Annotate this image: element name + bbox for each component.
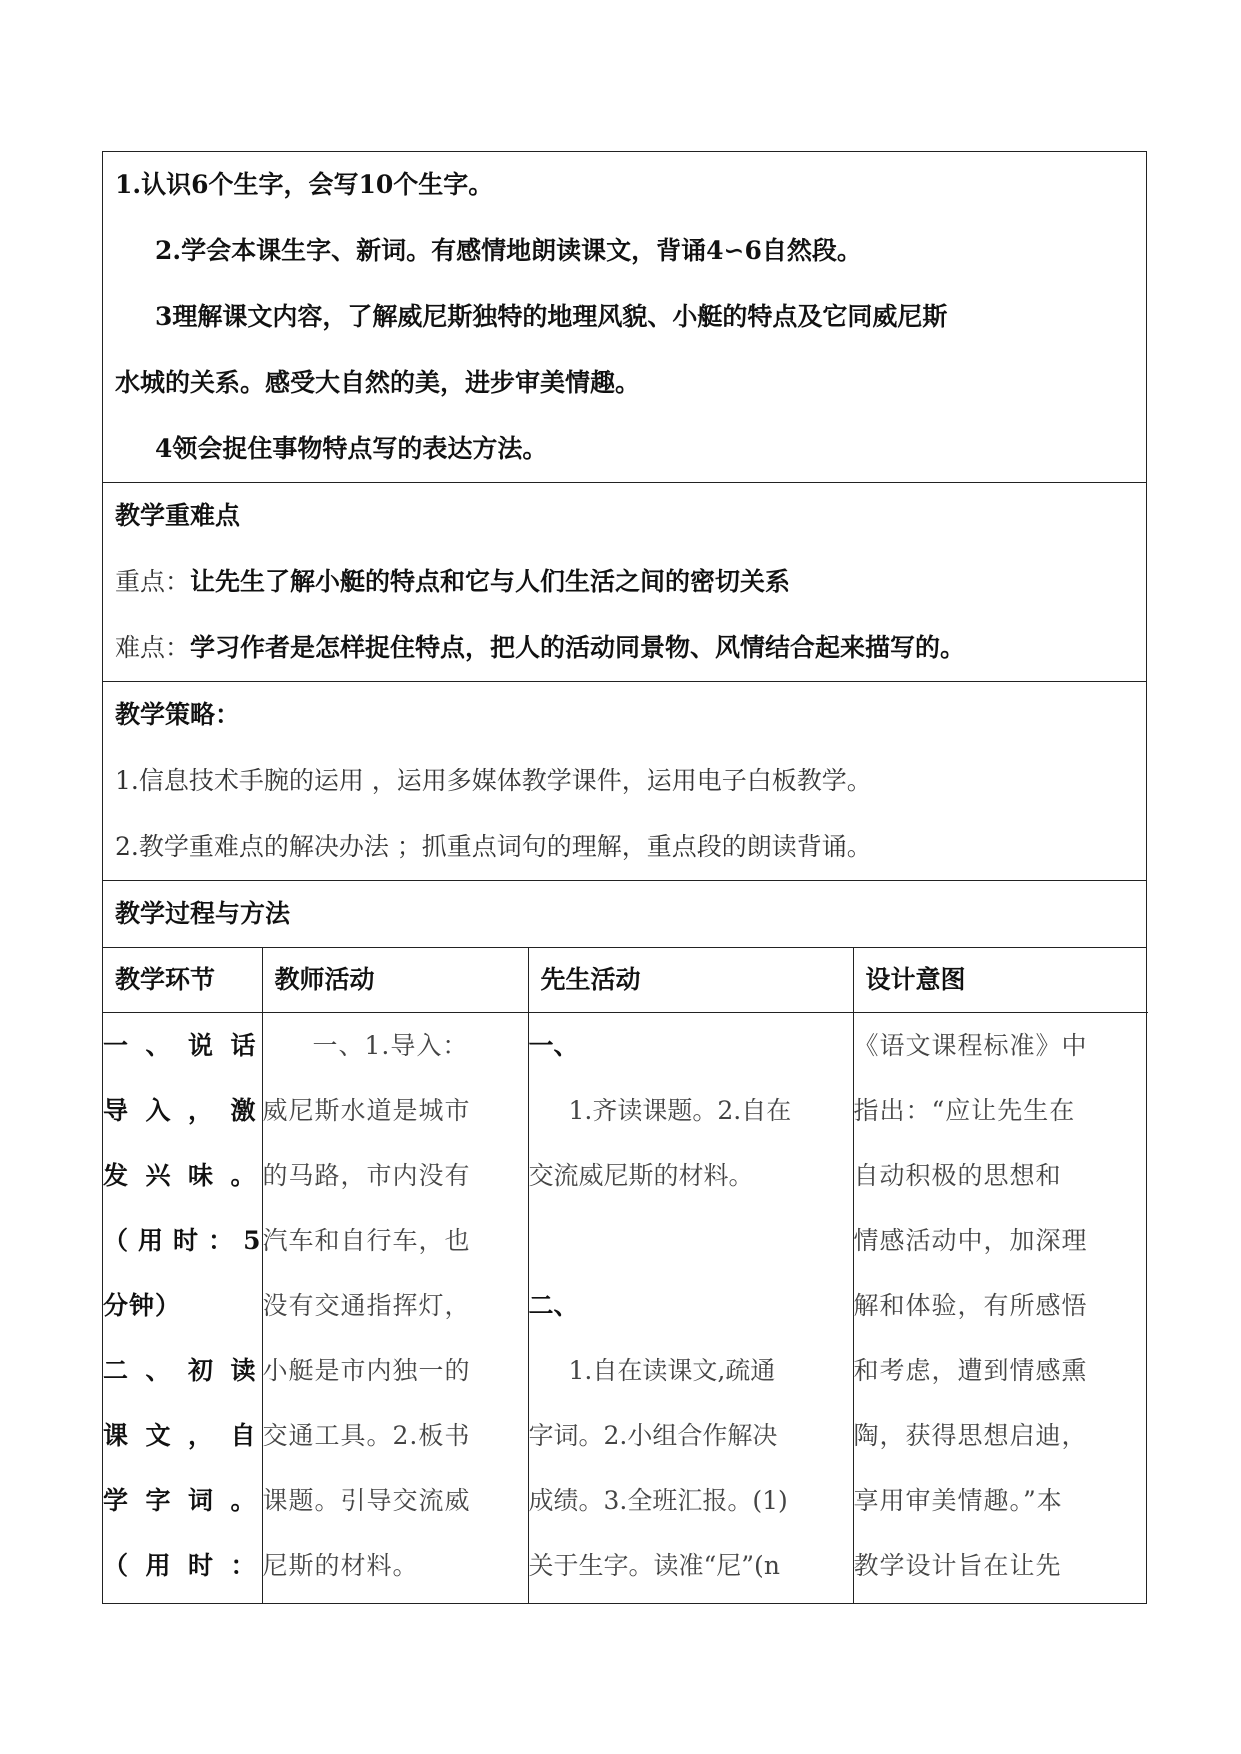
objective-3: 3理解课文内容，了解威尼斯独特的地理风貌、小艇的特点及它同威尼斯: [155, 302, 948, 331]
lesson-plan-table: [102, 151, 1147, 1604]
header-stage: 教学环节: [103, 948, 262, 1013]
stage-line: （用时：5: [103, 1226, 262, 1255]
stage-cell: [103, 1013, 262, 1603]
stage-line: 导入，激: [103, 1096, 262, 1125]
teacher-line: 没有交通指挥灯，: [262, 1291, 471, 1320]
intent-line: 陶，获得思想启迪，: [853, 1421, 1088, 1450]
key-point-line: [103, 549, 1146, 615]
key-point-label: 重点：: [115, 567, 191, 596]
student-section-2-label: 二、: [528, 1291, 579, 1320]
strategy-item-2: 2.教学重难点的解决办法 ；抓重点词句的理解，重点段的朗读背诵。: [115, 832, 872, 861]
teacher-line: 威尼斯水道是城市: [262, 1096, 471, 1125]
header-intent: 设计意图: [853, 948, 1148, 1013]
key-point-text: 让先生了解小艇的特点和它与人们生活之间的密切关系: [190, 567, 791, 596]
design-intent-cell: [853, 1013, 1148, 1603]
stage-line: 分钟）: [103, 1291, 182, 1320]
intent-line: 教学设计旨在让先: [853, 1551, 1062, 1580]
strategy-title: 教学策略：: [115, 700, 241, 729]
header-teacher: 教师活动: [262, 948, 528, 1013]
stage-line: 学字词。: [103, 1486, 262, 1515]
teacher-line: 尼斯的材料。: [262, 1551, 419, 1580]
difficult-point-text: 学习作者是怎样捉住特点，把人的活动同景物、风情结合起来描写的。: [190, 633, 966, 662]
stage-line: 发兴味。: [103, 1161, 262, 1190]
student-line: 成绩。3.全班汇报。(1): [528, 1486, 788, 1515]
stage-line: （用时：: [103, 1551, 262, 1580]
teacher-line: 课题。引导交流威: [262, 1486, 471, 1515]
intent-line: 解和体验，有所感悟: [853, 1291, 1088, 1320]
intent-line: 享用审美情趣。”本: [853, 1486, 1063, 1515]
process-title: 教学过程与方法: [115, 899, 291, 928]
intent-line: 情感活动中，加深理: [853, 1226, 1088, 1255]
stage-line: 一、说话: [103, 1031, 262, 1060]
key-points-cell: [103, 483, 1147, 682]
difficult-point-line: [103, 615, 1146, 681]
process-table: [103, 948, 1148, 1603]
intent-line: 《语文课程标准》中: [853, 1031, 1088, 1060]
student-line: 1.自在读课文,疏通: [568, 1356, 776, 1385]
student-section-1-label: 一、: [528, 1031, 579, 1060]
student-line: 字词。2.小组合作解决: [528, 1421, 778, 1450]
stage-line: 课文，自: [103, 1421, 262, 1450]
header-student: 先生活动: [528, 948, 853, 1013]
objectives-cell: [103, 152, 1147, 483]
objective-2: 2.学会本课生字、新词。有感情地朗读课文，背诵4∽6自然段。: [155, 236, 862, 265]
student-line: [529, 1208, 853, 1273]
objective-3-cont: 水城的关系。感受大自然的美，进步审美情趣。: [115, 368, 641, 397]
strategy-cell: [103, 682, 1147, 881]
teacher-line: 小艇是市内独一的: [262, 1356, 471, 1385]
objective-4: 4领会捉住事物特点写的表达方法。: [155, 434, 548, 463]
process-table-cell: [103, 948, 1147, 1604]
difficult-point-label: 难点：: [115, 633, 191, 662]
teacher-line: 的马路，市内没有: [262, 1161, 471, 1190]
intent-line: 自动积极的思想和: [853, 1161, 1062, 1190]
student-activity-cell: [528, 1013, 853, 1603]
teacher-line: 汽车和自行车，也: [262, 1226, 471, 1255]
process-title-cell: [103, 881, 1147, 948]
intent-line: 和考虑，遭到情感熏: [853, 1356, 1088, 1385]
objective-1: 1.认识6个生字，会写10个生字。: [115, 170, 494, 199]
student-line: 交流威尼斯的材料。: [528, 1161, 754, 1190]
strategy-item-1: 1.信息技术手腕的运用 ，运用多媒体教学课件，运用电子白板教学。: [115, 766, 872, 795]
teacher-line: 一、1.导入：: [312, 1031, 469, 1060]
intent-line: 指出：“应让先生在: [853, 1096, 1076, 1125]
student-line: 关于生字。读准“尼”(n: [528, 1551, 780, 1580]
student-line: 1.齐读课题。2.自在: [568, 1096, 792, 1125]
key-points-title: 教学重难点: [115, 501, 241, 530]
teacher-activity-cell: [262, 1013, 528, 1603]
teacher-line: 交通工具。2.板书: [262, 1421, 471, 1450]
stage-line: 二、初读: [103, 1356, 262, 1385]
lesson-plan-page: [102, 151, 1147, 1604]
